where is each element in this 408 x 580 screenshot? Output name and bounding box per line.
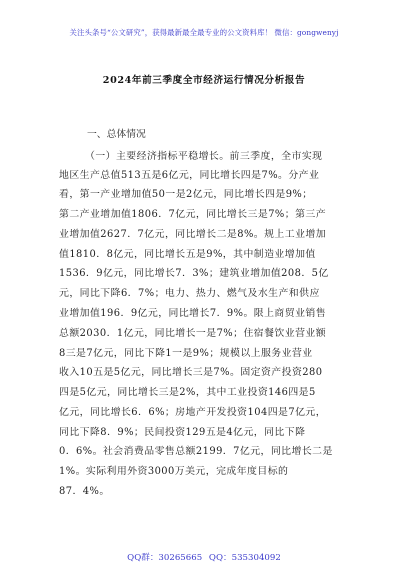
paragraph-line: 业增加值196．9亿元，同比增长7．9%。限上商贸业销售 [59,308,327,319]
paragraph-line: 同比下降8．9%；民间投资129五是4亿元，同比下降 [59,427,306,438]
section-heading: 一、总体情况 [87,129,146,140]
paragraph-line: 亿元，同比增长6．6%；房地产开发投资104四是7亿元， [59,407,327,418]
footer-contact [0,551,408,563]
paragraph-line: 1%。实际利用外资3000万美元，完成年度目标的 [59,466,289,477]
paragraph-line: 87．4%。 [59,486,110,497]
paragraph-line: 收入10五是5亿元，同比增长三是7%。固定资产投资280 [59,367,323,378]
paragraph-line: 地区生产总值513五是6亿元，同比增长四是7%。分产业 [59,170,320,181]
document-title: 2024年前三季度全市经济运行情况分析报告 [102,75,306,86]
paragraph-line: （一）主要经济指标平稳增长。前三季度，全市实现 [85,151,323,162]
qq-group-text: QQ群：30265665 [127,553,203,563]
header-banner: 关注头条号“公文研究”，获得最新最全最专业的公文资料库！ 微信：gongwenyj [69,28,339,37]
paragraph-line: 0．6%。社会消费品零售总额2199．7亿元，同比增长二是 [59,446,333,457]
paragraph-line: 业增加值2627．7亿元，同比增长二是8%。规上工业增加 [59,229,327,240]
qq-text: QQ：535304092 [208,553,281,563]
paragraph-line: 元，同比下降6．7%；电力、热力、燃气及水生产和供应 [59,288,320,299]
paragraph-line: 四是5亿元，同比增长三是2%，其中工业投资146四是5 [59,387,316,398]
paragraph-line: 总额2030．1亿元，同比增长一是7%；住宿餐饮业营业额 [59,328,327,339]
paragraph-line: 1536．9亿元，同比增长7．3%；建筑业增加值208．5亿 [59,268,329,279]
paragraph-line: 值1810．8亿元，同比增长五是9%，其中制造业增加值 [59,249,316,260]
paragraph-line: 8三是7亿元，同比下降1一是9%；规模以上服务业营业 [59,348,313,359]
paragraph-line: 第二产业增加值1806．7亿元，同比增长三是7%；第三产 [59,209,327,220]
paragraph-line: 看，第一产业增加值50一是2亿元，同比增长四是9%； [59,189,313,200]
